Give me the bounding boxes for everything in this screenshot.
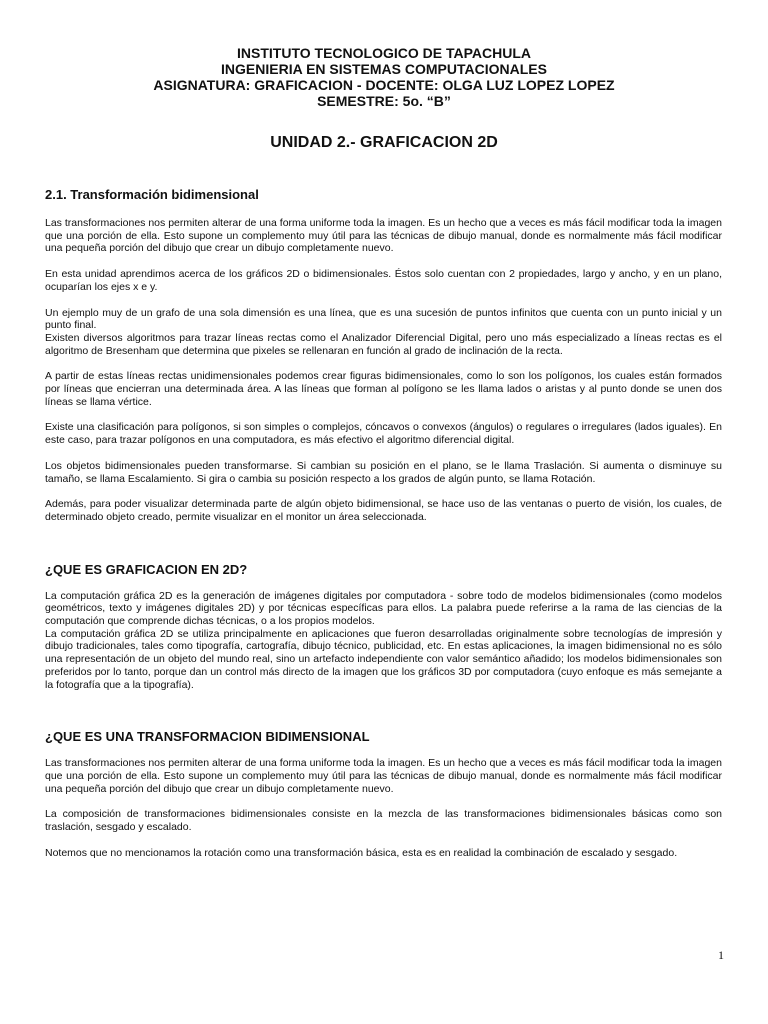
paragraph: La computación gráfica 2D es la generación de imágenes digitales por computadora - sobre todo de modelos bidimensionales (como modelos geométricos, texto y imágenes digitales 2D) y por técnicas específicas para ellos. La palabra puede referirse a la rama de las ciencias de la computación que comprende dichas técnicas, o a los propios modelos. <box>45 589 722 628</box>
section-heading-transformacion: 2.1. Transformación bidimensional <box>45 187 259 202</box>
paragraph: Notemos que no mencionamos la rotación como una transformación básica, esta es en realidad la combinación de escalado y sesgado. <box>45 846 678 859</box>
institution-name: INSTITUTO TECNOLOGICO DE TAPACHULA <box>237 45 531 61</box>
paragraph: Existen diversos algoritmos para trazar líneas rectas como el Analizador Diferencial Digital, pero uno más especializado a líneas rectas es el algoritmo de Bresenham que determina que pixeles se rellenaran en función al grado de inclinación de la recta. <box>45 331 722 357</box>
paragraph: La computación gráfica 2D se utiliza principalmente en aplicaciones que fueron desarrolladas originalmente sobre tecnologías de impresión y dibujo tradicionales, tales como tipografía, cartografía, dibujo técnico, publicidad, etc. En estas aplicaciones, la imagen bidimensional no es sólo una representación de un objeto del mundo real, sino un artefacto independiente con valor semántico añadido; los modelos bidimensionales son preferidos por lo tanto, porque dan un control más directo de la imagen que los gráficos 3D por computadora (cuyo enfoque es más semejante a la fotografía que a la tipografía). <box>45 627 722 691</box>
course-and-teacher: ASIGNATURA: GRAFICACION - DOCENTE: OLGA LUZ LOPEZ LOPEZ <box>153 77 615 93</box>
paragraph: Además, para poder visualizar determinada parte de algún objeto bidimensional, se hace uso de las ventanas o puerto de visión, los cuales, de determinado objeto creado, permite visualizar en el monitor un área seleccionada. <box>45 498 722 523</box>
paragraph: En esta unidad aprendimos acerca de los gráficos 2D o bidimensionales. Éstos solo cuentan con 2 propiedades, largo y ancho, y en un plano, ocuparían los ejes x e y. <box>45 268 722 293</box>
page-number: 1 <box>718 948 724 962</box>
paragraph: A partir de estas líneas rectas unidimensionales podemos crear figuras bidimensionales, como lo son los polígonos, los cuales están formados por líneas que encierran una determinada área. A las líneas que forman al polígono se les llama lados o aristas y al punto donde se unen dos líneas se llama vértice. <box>45 370 722 408</box>
unit-title: UNIDAD 2.- GRAFICACION 2D <box>270 134 498 151</box>
section-heading-graficacion-2d: ¿QUE ES GRAFICACION EN 2D? <box>45 561 248 577</box>
document-header <box>0 45 768 109</box>
paragraph: La composición de transformaciones bidimensionales consiste en la mezcla de las transformaciones bidimensionales básicas como son traslación, sesgado y escalado. <box>45 808 722 834</box>
program-name: INGENIERIA EN SISTEMAS COMPUTACIONALES <box>221 61 547 77</box>
paragraph: Las transformaciones nos permiten alterar de una forma uniforme toda la imagen. Es un hecho que a veces es más fácil modificar toda la imagen que una porción de ella. Esto supone un complemento muy útil para las técnicas de dibujo manual, donde es normalmente más fácil modificar una pequeña porción del dibujo que crear un dibujo completamente nuevo. <box>45 757 722 795</box>
paragraph: Los objetos bidimensionales pueden transformarse. Si cambian su posición en el plano, se le llama Traslación. Si aumenta o disminuye su tamaño, se llama Escalamiento. Si gira o cambia su posición respecto a los grados de algún punto, se llama Rotación. <box>45 459 722 485</box>
paragraph: Existe una clasificación para polígonos, si son simples o complejos, cóncavos o convexos (ángulos) o regulares o irregulares (lados iguales). En este caso, para trazar polígonos en una computadora, es más efectivo el algoritmo diferencial digital. <box>45 421 722 447</box>
semester-line: SEMESTRE: 5o. “B” <box>317 93 451 109</box>
paragraph: Un ejemplo muy de un grafo de una sola dimensión es una línea, que es una sucesión de puntos infinitos que cuenta con un punto inicial y un punto final. <box>45 306 722 332</box>
paragraph: Las transformaciones nos permiten alterar de una forma uniforme toda la imagen. Es un hecho que a veces es más fácil modificar toda la imagen que una porción de ella. Esto supone un complemento muy útil para las técnicas de dibujo manual, donde es normalmente más fácil modificar una pequeña porción del dibujo que crear un dibujo completamente nuevo. <box>45 217 722 255</box>
section-heading-transformacion-bidimensional: ¿QUE ES UNA TRANSFORMACION BIDIMENSIONAL <box>45 729 370 745</box>
document-body <box>45 187 722 860</box>
